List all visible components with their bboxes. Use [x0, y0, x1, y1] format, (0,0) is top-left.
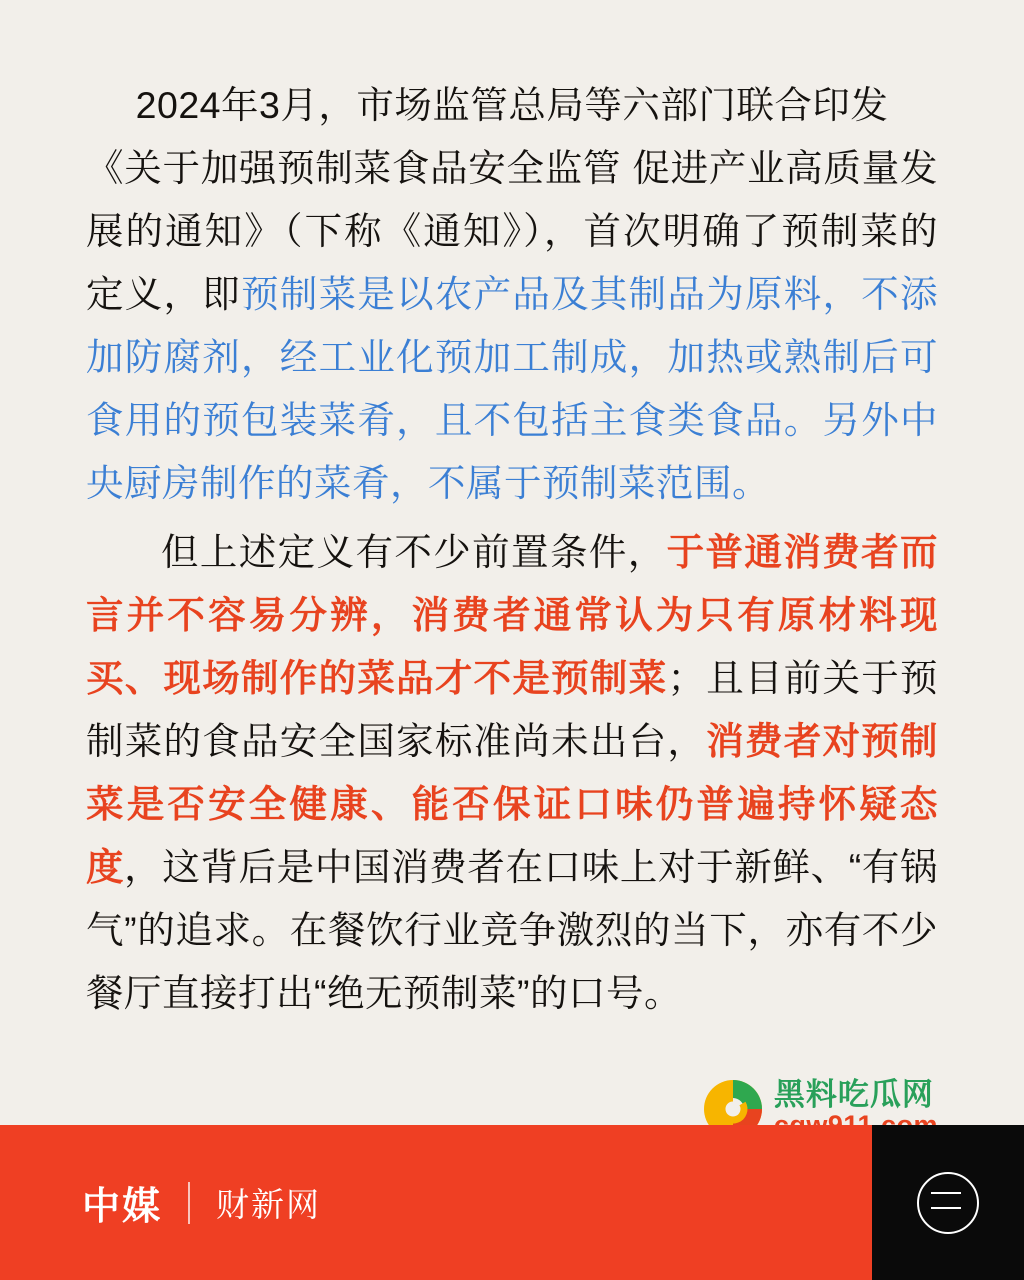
brand-sub-label: 财新网	[216, 1186, 322, 1223]
brand-divider	[188, 1182, 190, 1224]
caixin-logo-icon	[917, 1172, 979, 1234]
footer-bar	[0, 1125, 1024, 1280]
paragraph-2	[86, 521, 938, 1025]
paragraph-2-text-a: 但上述定义有不少前置条件，	[161, 531, 667, 573]
footer-brand-area	[0, 1125, 872, 1280]
paragraph-2-text-c: ，这背后是中国消费者在口味上对于新鲜、“有锅气”的追求。在餐饮行业竞争激烈的当下，亦有不少餐厅直接打出“绝无预制菜”的口号。	[86, 846, 938, 1014]
consumer-highlight-red-1: 于普通消费者而言并不容易分辨，消费者通常认为只有原材料现买、现场制作的菜品才不是预制菜	[86, 531, 939, 699]
paragraph-2-text-b: ；且目前关于预制菜的食品安全国家标准尚未出台，	[86, 657, 939, 762]
lead-line: 2024年3月，市场监管总局等六部门联合印发	[135, 84, 889, 126]
watermark-title: 黑料吃瓜网	[773, 1076, 934, 1112]
footer-logo-area	[872, 1125, 1024, 1280]
paragraph-1	[86, 74, 938, 515]
brand-main-label: 中媒	[82, 1186, 163, 1228]
definition-highlight-blue: 预制菜是以农产品及其制品为原料，不添加防腐剂，经工业化预加工制成，加热或熟制后可食用的预包装菜肴，且不包括主食类食品。另外中央厨房制作的菜肴，不属于预制菜范围。	[86, 273, 939, 504]
consumer-highlight-red-2: 消费者对预制菜是否安全健康、能否保证口味仍普遍持怀疑态度	[86, 720, 939, 888]
paragraph-1-text-a: 《关于加强预制菜食品安全监管 促进产业高质量发展的通知》（下称《通知》），首次明确了预制菜的定义，即	[86, 147, 938, 315]
